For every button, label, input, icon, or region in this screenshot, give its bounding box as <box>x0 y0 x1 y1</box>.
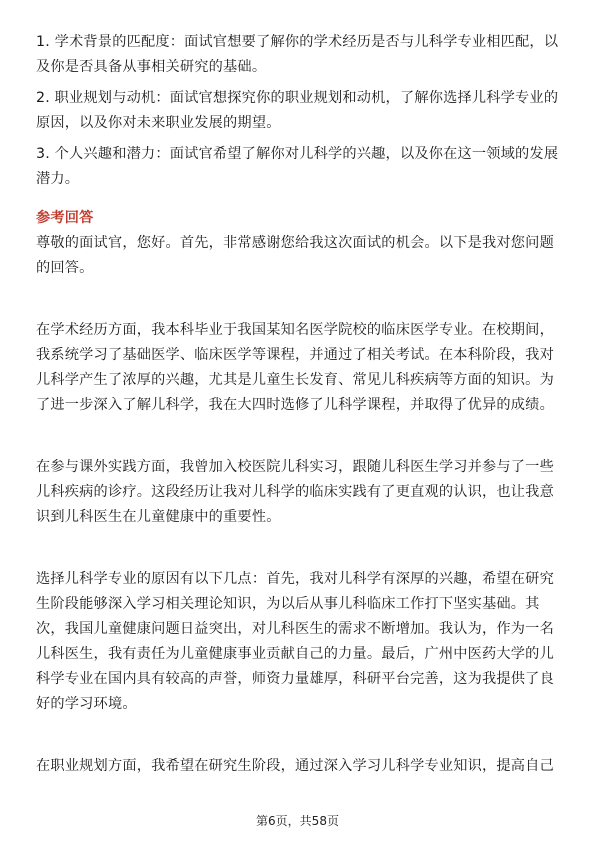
paragraph-academic-line-1: 在学术经历方面，我本科毕业于我国某知名医学院校的临床医学专业。在校期间， <box>36 322 554 338</box>
paragraph-reasons <box>36 567 559 717</box>
point-2-line-1: 2. 职业规划与动机：面试官想探究你的职业规划和动机，了解你选择儿科学专业的 <box>36 90 559 106</box>
intro-line-2: 的回答。 <box>36 260 94 276</box>
paragraph-reasons-line-4: 儿科医生，我有责任为儿童健康事业贡献自己的力量。最后，广州中医药大学的儿 <box>36 646 554 662</box>
point-2-line-2: 原因，以及你对未来职业发展的期望。 <box>36 115 281 131</box>
document-page <box>36 30 559 779</box>
page-number-footer: 第6页，共58页 <box>256 814 339 828</box>
paragraph-reasons-line-3: 次，我国儿童健康问题日益突出，对儿科医生的需求不断增加。我认为，作为一名 <box>36 621 554 637</box>
point-2 <box>36 86 559 136</box>
paragraph-academic <box>36 318 559 418</box>
point-3-line-1: 3. 个人兴趣和潜力：面试官希望了解你对儿科学的兴趣，以及你在这一领域的发展 <box>36 146 559 162</box>
point-1 <box>36 30 559 80</box>
paragraph-reasons-line-2: 生阶段能够深入学习相关理论知识，为以后从事儿科临床工作打下坚实基础。其 <box>36 596 540 612</box>
paragraph-practice-line-1: 在参与课外实践方面，我曾加入校医院儿科实习，跟随儿科医生学习并参与了一些 <box>36 459 554 475</box>
intro-line-1: 尊敬的面试官，您好。首先，非常感谢您给我这次面试的机会。以下是我对您问题 <box>36 235 554 251</box>
point-1-line-2: 及你是否具备从事相关研究的基础。 <box>36 59 267 75</box>
point-3 <box>36 142 559 192</box>
intro-paragraph <box>36 231 559 281</box>
paragraph-academic-line-4: 了进一步深入了解儿科学，我在大四时选修了儿科学课程，并取得了优异的成绩。 <box>36 397 554 413</box>
paragraph-practice <box>36 455 559 530</box>
paragraph-reasons-line-1: 选择儿科学专业的原因有以下几点：首先，我对儿科学有深厚的兴趣，希望在研究 <box>36 571 554 587</box>
paragraph-practice-line-3: 识到儿科医生在儿童健康中的重要性。 <box>36 509 281 525</box>
paragraph-career-line-1: 在职业规划方面，我希望在研究生阶段，通过深入学习儿科学专业知识，提高自己 <box>36 758 554 774</box>
paragraph-academic-line-2: 我系统学习了基础医学、临床医学等课程，并通过了相关考试。在本科阶段，我对 <box>36 347 554 363</box>
paragraph-reasons-line-5: 科学专业在国内具有较高的声誉，师资力量雄厚，科研平台完善，这为我提供了良 <box>36 671 554 687</box>
paragraph-academic-line-3: 儿科学产生了浓厚的兴趣，尤其是儿童生长发育、常见儿科疾病等方面的知识。为 <box>36 372 554 388</box>
paragraph-reasons-line-6: 好的学习环境。 <box>36 696 137 712</box>
paragraph-career <box>36 754 559 779</box>
point-1-line-1: 1. 学术背景的匹配度：面试官想要了解你的学术经历是否与儿科学专业相匹配，以 <box>36 34 559 50</box>
answer-heading: 参考回答 <box>36 210 94 226</box>
paragraph-practice-line-2: 儿科疾病的诊疗。这段经历让我对儿科学的临床实践有了更直观的认识，也让我意 <box>36 484 554 500</box>
point-3-line-2: 潜力。 <box>36 171 80 187</box>
